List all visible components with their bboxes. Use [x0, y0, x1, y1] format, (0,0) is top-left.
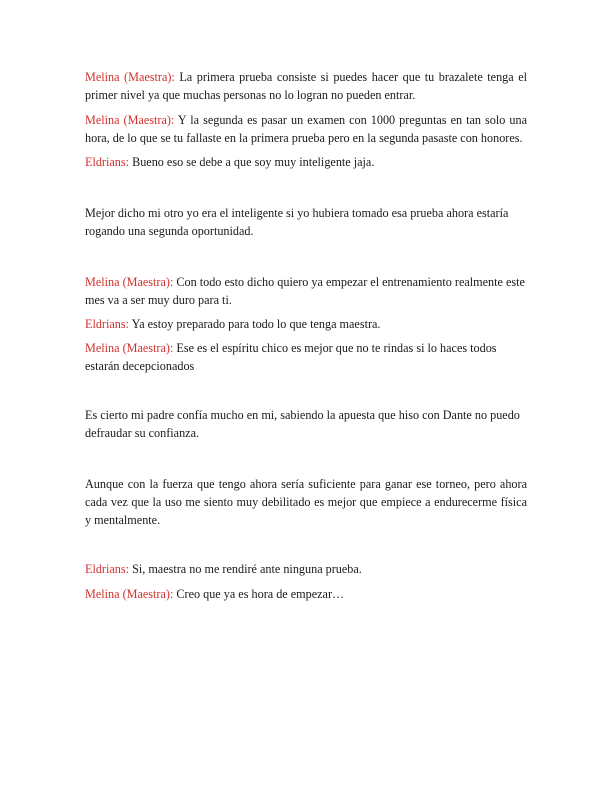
narration-paragraph-1 — [85, 204, 527, 240]
dialogue-text: Si, maestra no me rendiré ante ninguna prueba. — [132, 562, 362, 576]
dialogue-text: Bueno eso se debe a que soy muy inteligente jaja. — [132, 155, 375, 169]
speaker-name: Melina (Maestra): — [85, 70, 180, 84]
speaker-name: Eldrians: — [85, 155, 133, 169]
dialogue-paragraph-5 — [85, 315, 527, 333]
speaker-name: Melina (Maestra): — [85, 113, 178, 127]
speaker-name: Melina (Maestra): — [85, 275, 177, 289]
speaker-name: Melina (Maestra): — [85, 341, 177, 355]
narration-text: Aunque con la fuerza que tengo ahora sería suficiente para ganar ese torneo, pero ahora cada vez que la uso me siento muy debilitado es mejor que empiece a endurecerme física y mentalmente. — [85, 477, 527, 527]
dialogue-paragraph-4 — [85, 273, 527, 309]
dialogue-text: Y la segunda es pasar un examen con 1000 preguntas en tan solo una hora, de lo que se tu fallaste en la primera prueba pero en la segunda pasaste con honores. — [85, 113, 527, 145]
dialogue-paragraph-3 — [85, 153, 527, 171]
dialogue-paragraph-8 — [85, 585, 527, 603]
dialogue-text: La primera prueba consiste si puedes hacer que tu brazalete tenga el primer nivel ya que muchas personas no lo logran no pueden entrar. — [85, 70, 528, 102]
dialogue-text: Ese es el espíritu chico es mejor que no te rindas si lo haces todos estarán decepcionados — [85, 341, 497, 373]
speaker-name: Eldrians: — [85, 562, 133, 576]
narration-text: Es cierto mi padre confía mucho en mi, sabiendo la apuesta que hiso con Dante no puedo defraudar su confianza. — [85, 408, 520, 440]
dialogue-text: Con todo esto dicho quiero ya empezar el entrenamiento realmente este mes va a ser muy duro para ti. — [85, 275, 525, 307]
narration-paragraph-2 — [85, 406, 527, 442]
dialogue-paragraph-2 — [85, 111, 527, 147]
narration-text: Mejor dicho mi otro yo era el inteligente si yo hubiera tomado esa prueba ahora estaría rogando una segunda oportunidad. — [85, 206, 509, 238]
speaker-name: Eldrians: — [85, 317, 132, 331]
speaker-name: Melina (Maestra): — [85, 587, 177, 601]
dialogue-paragraph-1 — [85, 68, 527, 104]
dialogue-paragraph-7 — [85, 560, 527, 578]
dialogue-text: Creo que ya es hora de empezar… — [176, 587, 345, 601]
dialogue-paragraph-6 — [85, 339, 527, 375]
dialogue-text: Ya estoy preparado para todo lo que tenga maestra. — [131, 317, 381, 331]
narration-paragraph-3 — [85, 475, 527, 529]
